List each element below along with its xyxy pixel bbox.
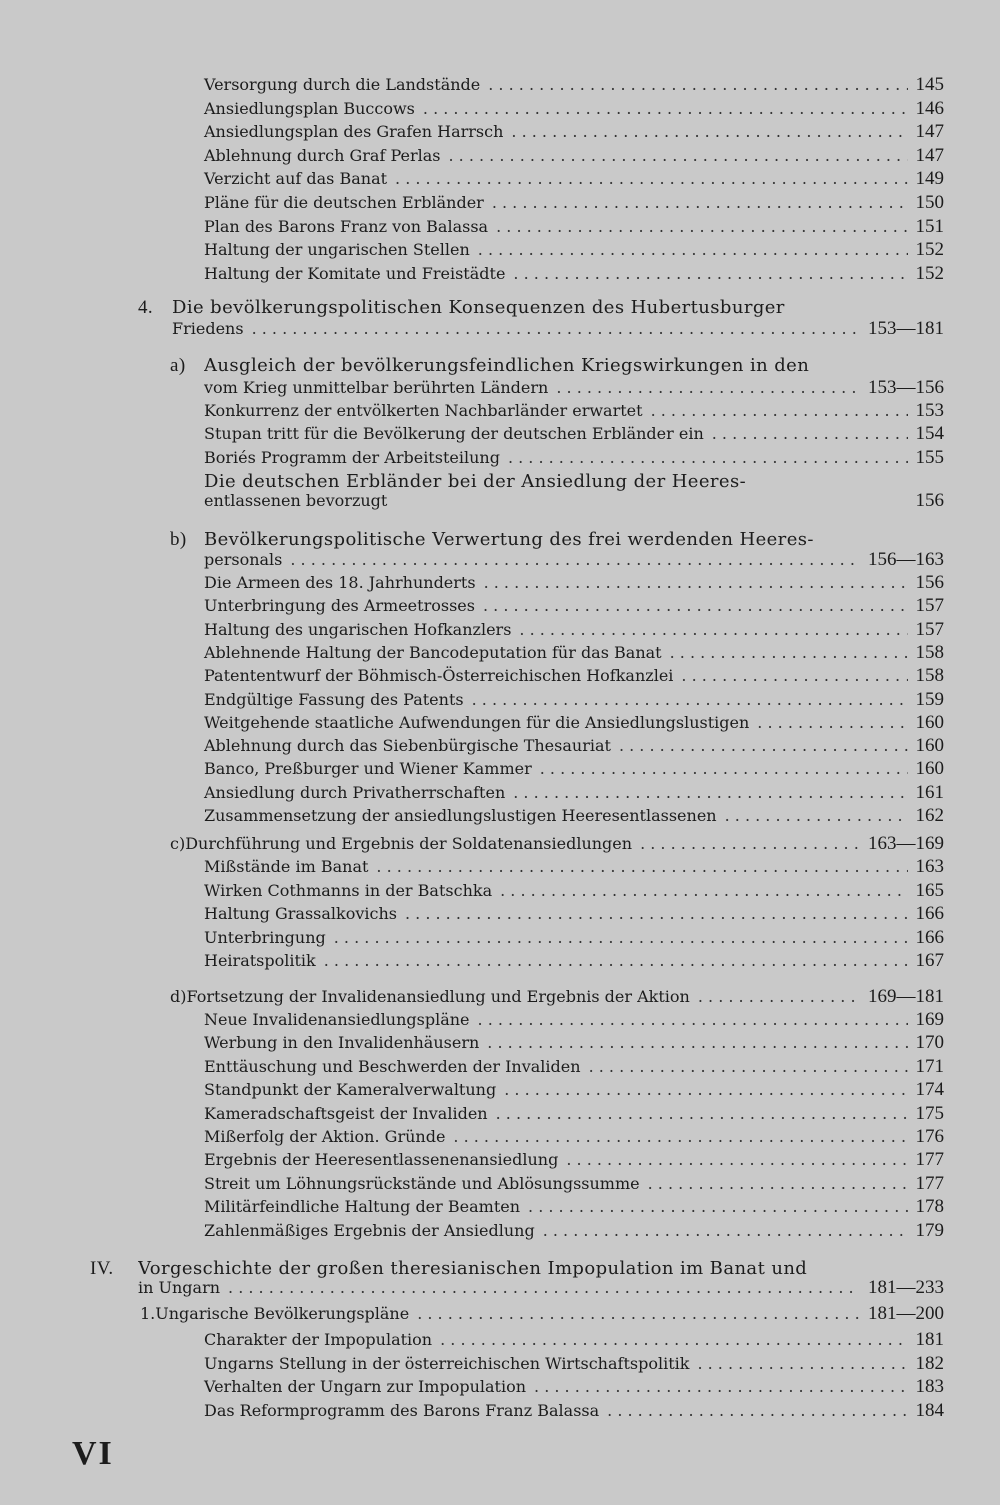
entry-text-line2: entlassenen bevorzugt: [204, 491, 388, 510]
page-number: 177: [915, 1149, 944, 1171]
subsection-letter: a): [170, 355, 186, 376]
page-number: 158: [915, 665, 944, 687]
toc-entry: [204, 619, 944, 641]
toc-entry: [204, 1220, 944, 1242]
page-range: 169—181: [868, 986, 944, 1007]
toc-entry: [204, 192, 944, 214]
leader-dots: [508, 448, 908, 467]
page-folio: VI: [72, 1435, 114, 1472]
leader-dots: [513, 783, 907, 802]
page-number: 156: [915, 490, 944, 511]
toc-entry: [204, 1329, 944, 1351]
leader-dots: [334, 928, 908, 947]
page-number: 153: [915, 400, 944, 421]
entry-text: Ablehnende Haltung der Bancodeputation für das Banat: [204, 642, 662, 662]
entry-text: Weitgehende staatliche Aufwendungen für die Ansiedlungslustigen: [204, 712, 750, 732]
entry-text: Verzicht auf das Banat: [204, 169, 388, 189]
leader-dots: [697, 1354, 907, 1373]
leader-dots: [619, 736, 908, 755]
entry-text: Enttäuschung und Beschwerden der Invaliden: [204, 1056, 581, 1076]
entry-text: Wirken Cothmanns in der Batschka: [204, 880, 493, 900]
leader-dots: [228, 1278, 860, 1297]
toc-entry: [204, 572, 944, 594]
subsection-letter: d): [170, 987, 187, 1006]
leader-dots: [440, 1330, 907, 1349]
entry-text: Ablehnung durch Graf Perlas: [204, 145, 441, 165]
leader-dots: [488, 75, 907, 94]
page-number: 160: [915, 758, 944, 780]
page-number: 160: [915, 711, 944, 733]
leader-dots: [540, 759, 908, 778]
toc-entry: [204, 1009, 944, 1031]
toc-entry: [204, 735, 944, 757]
leader-dots: [487, 1033, 907, 1052]
toc-entry: [204, 74, 944, 96]
chapter-title-line1: Vorgeschichte der großen theresianischen Impopulation im Banat und: [138, 1258, 808, 1279]
toc-entry: [204, 689, 944, 711]
entry-text: Mißerfolg der Aktion. Gründe: [204, 1127, 446, 1146]
section-title-line1: Die bevölkerungspolitischen Konsequenzen des Hubertusburger: [172, 297, 785, 318]
entry-text: Ansiedlungsplan des Grafen Harrsch: [204, 122, 504, 142]
subsection-title: Durchführung und Ergebnis der Soldatenansiedlungen: [185, 834, 633, 853]
toc-entry: [204, 927, 944, 949]
leader-dots: [640, 834, 860, 853]
entry-text: Das Reformprogramm des Barons Franz Balassa: [204, 1400, 600, 1420]
section-title-line2: Friedens: [172, 319, 244, 338]
leader-dots: [681, 666, 907, 685]
entry-text: Charakter der Impopulation: [204, 1330, 433, 1349]
subsection-title-line1: Ausgleich der bevölkerungsfeindlichen Kriegswirkungen in den: [204, 355, 810, 376]
toc-entry: [204, 1173, 944, 1195]
leader-dots: [478, 240, 908, 259]
leader-dots: [417, 1304, 860, 1323]
entry-text: Pläne für die deutschen Erbländer: [204, 193, 484, 212]
entry-text: Standpunkt der Kameralverwaltung: [204, 1080, 497, 1100]
toc-subsection-a-line2: [204, 377, 944, 399]
leader-dots: [566, 1150, 907, 1169]
entry-text: Konkurrenz der entvölkerten Nachbarländer erwartet: [204, 401, 643, 420]
toc-entry: [204, 1032, 944, 1054]
page-number: 166: [915, 903, 944, 924]
page-number: 160: [915, 735, 944, 757]
leader-dots: [698, 987, 860, 1006]
toc-entry-multiline-line2: [204, 490, 944, 512]
page-number: 177: [915, 1172, 944, 1194]
toc-entry: [204, 1126, 944, 1148]
page-number: 150: [915, 192, 944, 213]
entry-text: Zusammensetzung der ansiedlungslustigen Heeresentlassenen: [204, 806, 717, 825]
toc-entry: [204, 216, 944, 238]
leader-dots: [448, 146, 907, 165]
toc-entry: [204, 665, 944, 687]
toc-entry: [204, 856, 944, 878]
leader-dots: [607, 1401, 907, 1420]
page-number: 181: [915, 1329, 944, 1350]
page-number: 178: [915, 1196, 944, 1218]
entry-text: Haltung der ungarischen Stellen: [204, 240, 470, 260]
toc-entry: [204, 1400, 944, 1422]
subsection-title-line2: vom Krieg unmittelbar berührten Ländern: [204, 378, 549, 397]
toc-section-4-line2: [172, 318, 944, 340]
entry-text-line1: Die deutschen Erbländer bei der Ansiedlung der Heeres-: [204, 471, 747, 492]
leader-dots: [670, 643, 908, 662]
leader-dots: [511, 122, 907, 141]
toc-entry: [204, 1056, 944, 1078]
leader-dots: [651, 401, 908, 420]
entry-text: Die Armeen des 18. Jahrhunderts: [204, 573, 476, 592]
toc-entry: [204, 1353, 944, 1375]
chapter-title-line2: in Ungarn: [138, 1278, 221, 1297]
leader-dots: [453, 1127, 907, 1146]
toc-subsection-b-line2: [204, 549, 944, 571]
toc-entry: [204, 758, 944, 780]
page-number: 151: [915, 215, 944, 237]
toc-entry: [204, 239, 944, 261]
leader-dots: [472, 690, 908, 709]
toc-entry: [204, 642, 944, 664]
toc-entry: [204, 400, 944, 422]
entry-text: Verhalten der Ungarn zur Impopulation: [204, 1377, 527, 1396]
toc-entry: [204, 595, 944, 617]
leader-dots: [528, 1197, 907, 1216]
entry-text: Zahlenmäßiges Ergebnis der Ansiedlung: [204, 1220, 535, 1240]
page-number: 179: [915, 1219, 944, 1241]
entry-text: Werbung in den Invalidenhäusern: [204, 1033, 480, 1053]
entry-text: Unterbringung: [204, 927, 326, 947]
subsection-letter: b): [170, 529, 187, 550]
toc-section-4-heading: [0, 296, 1000, 320]
page-number: 162: [915, 805, 944, 826]
page-number: 147: [915, 144, 944, 166]
page-number: 155: [915, 446, 944, 468]
page-number: 167: [915, 950, 944, 971]
toc-entry: [204, 1149, 944, 1171]
toc-entry: [204, 145, 944, 167]
section-number: 4.: [138, 297, 154, 318]
leader-dots: [712, 424, 908, 443]
leader-dots: [496, 1104, 908, 1123]
section-title: Ungarische Bevölkerungspläne: [155, 1304, 410, 1323]
leader-dots: [496, 217, 907, 236]
page-range: 156—163: [868, 549, 944, 570]
page-number: 154: [915, 423, 944, 445]
leader-dots: [725, 806, 908, 825]
leader-dots: [478, 1010, 908, 1029]
page-range: 153—181: [868, 318, 944, 339]
toc-entry: [204, 903, 944, 925]
toc-entry: [204, 880, 944, 902]
page-range: 181—233: [868, 1277, 944, 1298]
leader-dots: [757, 713, 907, 732]
subsection-letter: c): [170, 834, 186, 853]
page-number: 156: [915, 572, 944, 593]
toc-subsection-d-heading: [170, 986, 944, 1008]
entry-text: Haltung Grassalkovichs: [204, 904, 397, 923]
leader-dots: [324, 951, 908, 970]
toc-entry: [204, 447, 944, 469]
entry-text: Streit um Löhnungsrückstände und Ablösungssumme: [204, 1173, 640, 1193]
page-number: 184: [915, 1399, 944, 1421]
subsection-title-line2: personals: [204, 550, 283, 569]
toc-section-1-heading: [140, 1303, 944, 1325]
toc-entry: [204, 1376, 944, 1398]
entry-text: Mißstände im Banat: [204, 857, 369, 876]
page-number: 165: [915, 879, 944, 901]
page-number: 182: [915, 1352, 944, 1374]
toc-entry: [204, 98, 944, 120]
toc-entry: [204, 1196, 944, 1218]
toc-entry: [204, 121, 944, 143]
entry-text: Haltung der Komitate und Freistädte: [204, 263, 506, 283]
page-number: 152: [915, 262, 944, 284]
leader-dots: [648, 1174, 908, 1193]
page-number: 157: [915, 618, 944, 640]
entry-text: Neue Invalidenansiedlungspläne: [204, 1010, 470, 1029]
toc-entry: [204, 1079, 944, 1101]
page-number: 171: [915, 1055, 944, 1077]
page-range: 163—169: [868, 833, 944, 854]
toc-subsection-c-heading: [170, 833, 944, 855]
entry-text: Heiratspolitik: [204, 951, 316, 970]
page-number: 169: [915, 1009, 944, 1030]
entry-text: Boriés Programm der Arbeitsteilung: [204, 447, 500, 467]
page-number: 161: [915, 781, 944, 803]
entry-text: Unterbringung des Armeetrosses: [204, 596, 475, 616]
toc-entry: [204, 1103, 944, 1125]
toc-entry: [204, 712, 944, 734]
toc-chapter-iv-line2: [138, 1277, 944, 1299]
page-number: 152: [915, 239, 944, 261]
page-number: 145: [915, 74, 944, 95]
entry-text: Stupan tritt für die Bevölkerung der deutschen Erbländer ein: [204, 424, 704, 444]
leader-dots: [252, 319, 860, 338]
entry-text: Militärfeindliche Haltung der Beamten: [204, 1197, 521, 1217]
toc-entry: [204, 263, 944, 285]
page-number: 147: [915, 121, 944, 143]
toc-entry: [204, 805, 944, 827]
page-range: 153—156: [868, 377, 944, 398]
toc-entry: [204, 168, 944, 190]
entry-text: Versorgung durch die Landstände: [204, 75, 481, 94]
leader-dots: [484, 573, 908, 592]
leader-dots: [395, 169, 907, 188]
entry-text: Patententwurf der Böhmisch-Österreichischen Hofkanzlei: [204, 666, 674, 686]
leader-dots: [513, 264, 907, 283]
page-number: 157: [915, 595, 944, 617]
leader-dots: [519, 620, 907, 639]
page-range: 181—200: [868, 1303, 944, 1324]
leader-dots: [500, 881, 907, 900]
entry-text: Ablehnung durch das Siebenbürgische Thesauriat: [204, 736, 611, 756]
toc-entry: [204, 950, 944, 972]
page-number: 146: [915, 97, 944, 119]
page-number: 176: [915, 1126, 944, 1147]
entry-text: Banco, Preßburger und Wiener Kammer: [204, 759, 532, 779]
page-number: 149: [915, 168, 944, 190]
leader-dots: [492, 193, 908, 212]
section-number: 1.: [140, 1304, 156, 1323]
subsection-title: Fortsetzung der Invalidenansiedlung und Ergebnis der Aktion: [186, 987, 690, 1006]
leader-dots: [534, 1377, 907, 1396]
leader-dots: [543, 1221, 908, 1240]
entry-text: Ungarns Stellung in der österreichischen Wirtschaftspolitik: [204, 1353, 690, 1373]
leader-dots: [423, 99, 908, 118]
page-number: 175: [915, 1102, 944, 1124]
page-number: 170: [915, 1032, 944, 1054]
page-number: 159: [915, 688, 944, 710]
leader-dots: [589, 1057, 908, 1076]
page-number: 166: [915, 926, 944, 948]
subsection-title-line1: Bevölkerungspolitische Verwertung des frei werdenden Heeres-: [204, 529, 814, 550]
entry-text: Ansiedlungsplan Buccows: [204, 98, 415, 118]
leader-dots: [483, 596, 908, 615]
page-number: 163: [915, 856, 944, 877]
entry-text: Endgültige Fassung des Patents: [204, 689, 464, 709]
leader-dots: [556, 378, 860, 397]
leader-dots: [290, 550, 860, 569]
entry-text: Ergebnis der Heeresentlassenenansiedlung: [204, 1150, 559, 1170]
entry-text: Ansiedlung durch Privatherrschaften: [204, 782, 506, 802]
leader-dots: [405, 904, 908, 923]
toc-entry: [204, 423, 944, 445]
page-number: 174: [915, 1079, 944, 1101]
entry-text: Kameradschaftsgeist der Invaliden: [204, 1103, 488, 1123]
leader-dots: [376, 857, 907, 876]
toc-subsection-a-heading: [0, 354, 1000, 378]
entry-text: Plan des Barons Franz von Balassa: [204, 216, 489, 236]
toc-entry: [204, 782, 944, 804]
leader-dots: [504, 1080, 907, 1099]
entry-text: Haltung des ungarischen Hofkanzlers: [204, 619, 512, 639]
page-number: 183: [915, 1376, 944, 1397]
page-number: 158: [915, 641, 944, 663]
chapter-number: IV.: [90, 1258, 114, 1279]
